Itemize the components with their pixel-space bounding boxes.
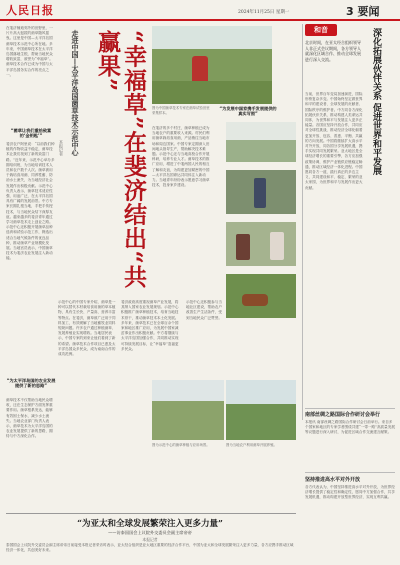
- page-number: 3 要闻: [346, 5, 380, 18]
- main-kicker: 走进中国—太平洋岛国菌草技术示范中心: [71, 30, 80, 156]
- section-heading-2: “为太平洋岛国的农业发展提供了新的思路”: [6, 378, 56, 388]
- photo-palm: [226, 380, 296, 440]
- photo-village: [152, 380, 224, 440]
- photo-caption-3: 图为当地农户利用菌草开展养殖。: [226, 443, 277, 447]
- right-bottom-rule: [305, 472, 395, 473]
- main-headline: “幸福草”在斐济结出“共赢果”: [94, 30, 147, 289]
- brief-body: 本报讯 南部丝绸之路国际合作研讨会日前举行。来自多个国家和地区的专家学者围绕共建“一带一路”高质量发展等议题进行深入研讨，为促进区域合作交流建言献策。: [305, 420, 395, 435]
- photo-greenhouse: [226, 122, 296, 162]
- bottom-headline: “为亚太和全球发展繁荣注入更多力量”: [77, 519, 223, 529]
- commentary-label: [305, 24, 337, 36]
- page-header: [0, 0, 400, 22]
- right-column-divider: [302, 24, 303, 420]
- bottom-subtitle: ——访泰国国会上议院外交委员会副主席帝帝: [108, 530, 192, 535]
- article-column-3: 斐济政府高度重视菌草产业发展，将其纳入国家农业发展规划。示范中心积极推广菌草种植技术，培育当地技术骨干，推动菌草技术本土化发展。多年来，菌草技术已在全球百余个国家和地区推广应用，为发展中国家减贫事业作出积极贡献。中方将继续与太平洋岛国加强合作，共同推动实现可持续发展目标，让“幸福草”造福更多民众。: [121, 300, 179, 351]
- section-heading-3: “为发展中国家携手发展提供的真实写照”: [219, 106, 277, 116]
- photo-caption-2: 图为示范中心的菌草种植与应用场景。: [152, 443, 210, 447]
- article-column-2: 示范中心的中国专家介绍，菌草是一种可以替代木材栽培食用菌的草本植物，具有生长快、产量高、营养丰富等特点。在斐济，菌草被广泛用于饲料加工，有效缓解了当地畜牧业饲料短缺问题。许多农户通过种植菌草、发展养殖业实现增收。当地居民表示，中国专家的到来让他们看到了新的希望。菌草技术合作项目已惠及太平洋岛国众多民众，成为南南合作的成功范例。: [58, 300, 116, 357]
- bottom-body: 泰国国会上议院外交委员会副主席帝帝日前接受本报记者采访时表示，亚太经合组织是亚太地区重要的经济合作平台，中国为亚太和全球发展繁荣注入更多力量，各方应携手推动区域经济一体化，共创美好未来。: [6, 543, 294, 553]
- photo-grass-field: [152, 26, 272, 104]
- section-heading-1: “菌草让我们重拾致富的‘金钥匙’”: [10, 128, 52, 138]
- article-column-1b: 斐济农户阿里说：“以前我们种植的作物收益不稳定，菌草技术让我们找到了新的致富门路。”近年来，示范中心举办多期培训班，为当地培训技术人员和农户数千人次。菌草被用于栽培食用菌、饲养牲畜、防治水土流失，为当地经济社会发展作出积极贡献。示范中心负责人表示，菌草技术适应性强、用途广泛，在太平洋岛国具有广阔的发展前景。中方专家长期扎根当地，手把手传授技术，与当地民众结下深厚友谊。越来越多的斐济青年通过学习菌草技术走上创业之路。示范中心还积极开展菌草品种选育和试验示范工作，筛选出适合当地气候条件的优良品种，推动菌草产业规模化发展。当地官员表示，中国菌草技术为斐济农业发展注入新动能。: [6, 142, 55, 261]
- right-brief-headline: 坚持推进高水平对外开放: [305, 477, 361, 483]
- commentary-body: 当前，世界百年变局加速演进，国际形势复杂多变。中国始终坚定做世界和平的建设者、全球发展的贡献者、国际秩序的维护者。中方同各方深化拓展伙伴关系，推动构建人类命运共同体，为世界和平与发展注入更多正能量。各国应坚持开放合作，共同应对全球性挑战，推动经济全球化朝着更加开放、包容、普惠、平衡、共赢的方向发展。中国将继续扩大高水平对外开放，同各国分享发展机遇，携手实现共同发展繁荣。亚太地区是全球经济增长的重要引擎，各方应加强政策协调，维护产业链供应链稳定畅通，推动区域经济一体化进程。中国愿同各方一道，践行真正的多边主义，共同建设和平、稳定、繁荣的亚太家园，为世界和平与发展作出更大贡献。: [305, 92, 363, 190]
- article-column-1: 在斐济楠迪郊外的田野里，一片片高大挺拔的菌草随风摇曳。这里是中国—太平洋岛国菌草技术示范中心所在地。多年来，中国菌草技术在太平洋岛国落地生根，帮助当地民众增收致富，被誉为“幸福草”。菌草技术合作已成为中国与太平洋岛国务实合作的亮点之一。: [6, 26, 53, 77]
- issue-date: 2024年11月25日 星期一: [238, 10, 290, 15]
- header-rule: [0, 19, 400, 21]
- photo-training: [226, 222, 296, 266]
- commentary-label-text: 和音: [314, 26, 328, 34]
- article-column-4: 在斐济的多个村庄，菌草种植已成为当地农户的重要收入来源。村民们利用菌草栽培食用菌，产品销往当地市场和周边国家。中国专家定期深入田间地头指导生产，帮助解决技术难题。示范中心还与当地高校合作开展科研，培养专业人才。菌草技术的推广应用，增进了中斐两国人民的相互了解和友谊，为构建更加紧密的中国—太平洋岛国命运共同体注入新动力。当地青年纷纷表示愿意学习菌草技术，投身家乡建设。: [152, 126, 210, 188]
- bottom-byline: 本报记者: [142, 537, 158, 542]
- bottom-section-rule: [6, 513, 296, 514]
- brief-headline: 南部丝绸之路国际合作研讨会举行: [305, 412, 381, 418]
- commentary-intro: 北京时间，在亚太经合组织领导人非正式会议期间，各方领导人就深化区域合作、推动全球发展进行深入交流。: [305, 40, 361, 62]
- masthead-logo: 人民日报: [6, 4, 54, 17]
- main-byline: 本报记者: [59, 140, 64, 156]
- brief-top-rule: [305, 408, 395, 409]
- photo-caption-1: 图为中国菌草技术专家在菌草试验田里采集样本。: [152, 106, 210, 115]
- right-brief-body: 各方代表认为，中国坚持推进高水平对外开放，为世界经济增长提供了稳定性和确定性，愿同中方加强合作，共享发展机遇，推动构建开放型世界经济，实现互利共赢。: [305, 485, 395, 500]
- article-column-1c: 菌草技术不仅帮助当地民众增收，还在生态保护方面发挥重要作用。菌草根系发达，能够有效固土保水，减少水土流失。当地农业部门负责人表示，菌草技术为太平洋岛国的农业发展提供了新的思路，期待与中方深化合作。: [6, 398, 53, 439]
- photo-cattle: [226, 274, 296, 318]
- commentary-headline: 深化拓展伙伴关系 促进世界和平发展: [371, 28, 381, 176]
- photo-lab-worker: [226, 170, 296, 214]
- article-column-5: 示范中心还积极参与当地社区建设，帮助农户改善生产生活条件，受到当地民众广泛赞誉。: [186, 300, 222, 320]
